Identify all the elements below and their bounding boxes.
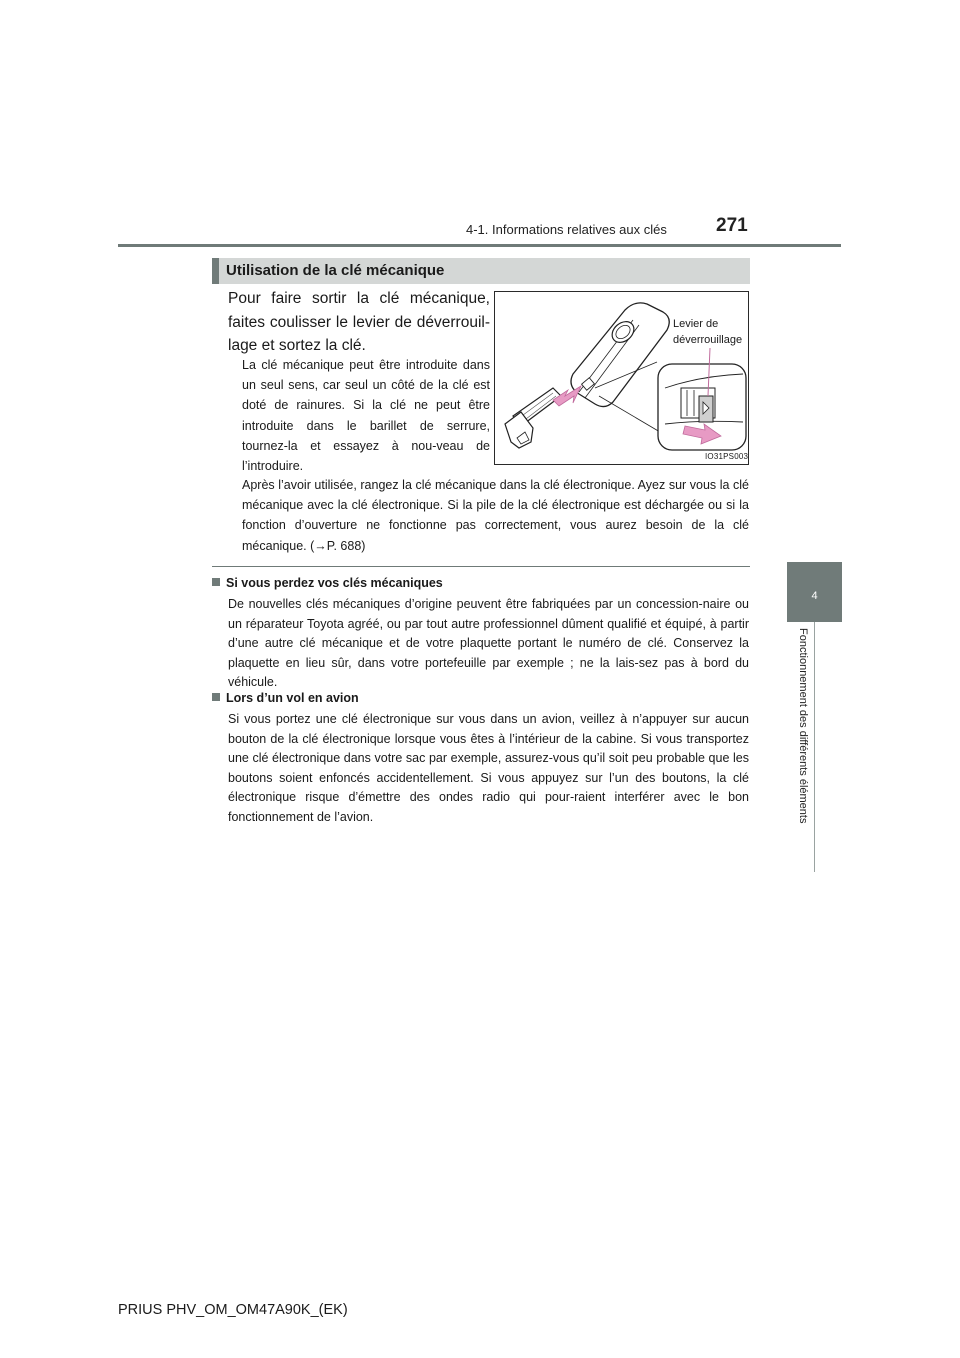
- key-illustration: [494, 291, 749, 465]
- info-title-text: Lors d’un vol en avion: [226, 691, 359, 705]
- info-body-airplane: Si vous portez une clé électronique sur vous dans un avion, veillez à n’appuyer sur aucun bouton de la clé électronique lorsque vous êtes à l’intérieur de la cabine. Si vous transportez une clé électronique dans votre sac par exemple, assurez-vous qu’il soit peu probable que les boutons soient enfoncés accidentellement. Si vous appuyez sur l’un des boutons, la clé électronique risque d’émettre des ondes radio qui pour-raient interférer avec le bon fonctionnement de l’avion.: [228, 712, 749, 824]
- info-title-lost-keys: [212, 576, 443, 590]
- page-number: 271: [716, 215, 748, 236]
- info-body-lost-keys: De nouvelles clés mécaniques d’origine peuvent être fabriquées par un concession-naire ou un réparateur Toyota agréé, ou par tout autre professionnel dûment qualifié et équipé, à partir d’une autre clé mécanique et de votre plaquette portant le numéro de clé. Conservez la plaquette en lieu sûr, dans votre portefeuille par exemple ; ne la lais-sez pas à bord du véhicule.: [228, 597, 749, 690]
- header-rule: [118, 244, 841, 247]
- section-heading-marker: [212, 258, 219, 284]
- note-paragraph-2: Après l’avoir utilisée, rangez la clé mécanique dans la clé électronique. Ayez sur vous la clé mécanique avec la clé électronique. Si la pile de la clé électronique est déchargée ou si la fonction d’ouverture ne fonctionne pas correctement, vous aurez besoin de la clé mécanique. (→P. 688): [242, 478, 749, 553]
- figure-code: IO31PS003: [705, 452, 749, 461]
- square-bullet-icon: [212, 578, 220, 586]
- unlock-lever-label: [673, 316, 742, 348]
- info-title-text: Si vous perdez vos clés mécaniques: [226, 576, 443, 590]
- side-rule: [814, 622, 815, 872]
- unlock-lever-label-line2: déverrouillage: [673, 334, 743, 346]
- chapter-tab-number: 4: [811, 590, 818, 602]
- info-title-airplane: [212, 691, 359, 705]
- section-heading: [212, 258, 750, 284]
- intro-paragraph: Pour faire sortir la clé mécanique, faites coulisser le levier de déverrouil-lage et sortez la clé.: [228, 290, 490, 354]
- section-rule: [212, 566, 750, 567]
- chapter-side-label: [796, 628, 810, 868]
- note-paragraph-1: La clé mécanique peut être introduite dans un seul sens, car seul un côté de la clé est doté de rainures. Si la clé ne peut être introduite dans le barillet de serrure, tournez-la et essayez à nou-veau de l’introduire.: [242, 358, 490, 474]
- unlock-lever-label-line1: Levier de: [673, 318, 719, 330]
- chapter-tab: [787, 562, 842, 622]
- footer-model-code: PRIUS PHV_OM_OM47A90K_(EK): [118, 1302, 348, 1318]
- section-heading-title: Utilisation de la clé mécanique: [226, 262, 445, 279]
- chapter-side-label-text: Fonctionnement des différents éléments: [797, 628, 809, 824]
- square-bullet-icon: [212, 693, 220, 701]
- header-section-title: 4-1. Informations relatives aux clés: [466, 222, 667, 237]
- electronic-key-body: [571, 303, 669, 407]
